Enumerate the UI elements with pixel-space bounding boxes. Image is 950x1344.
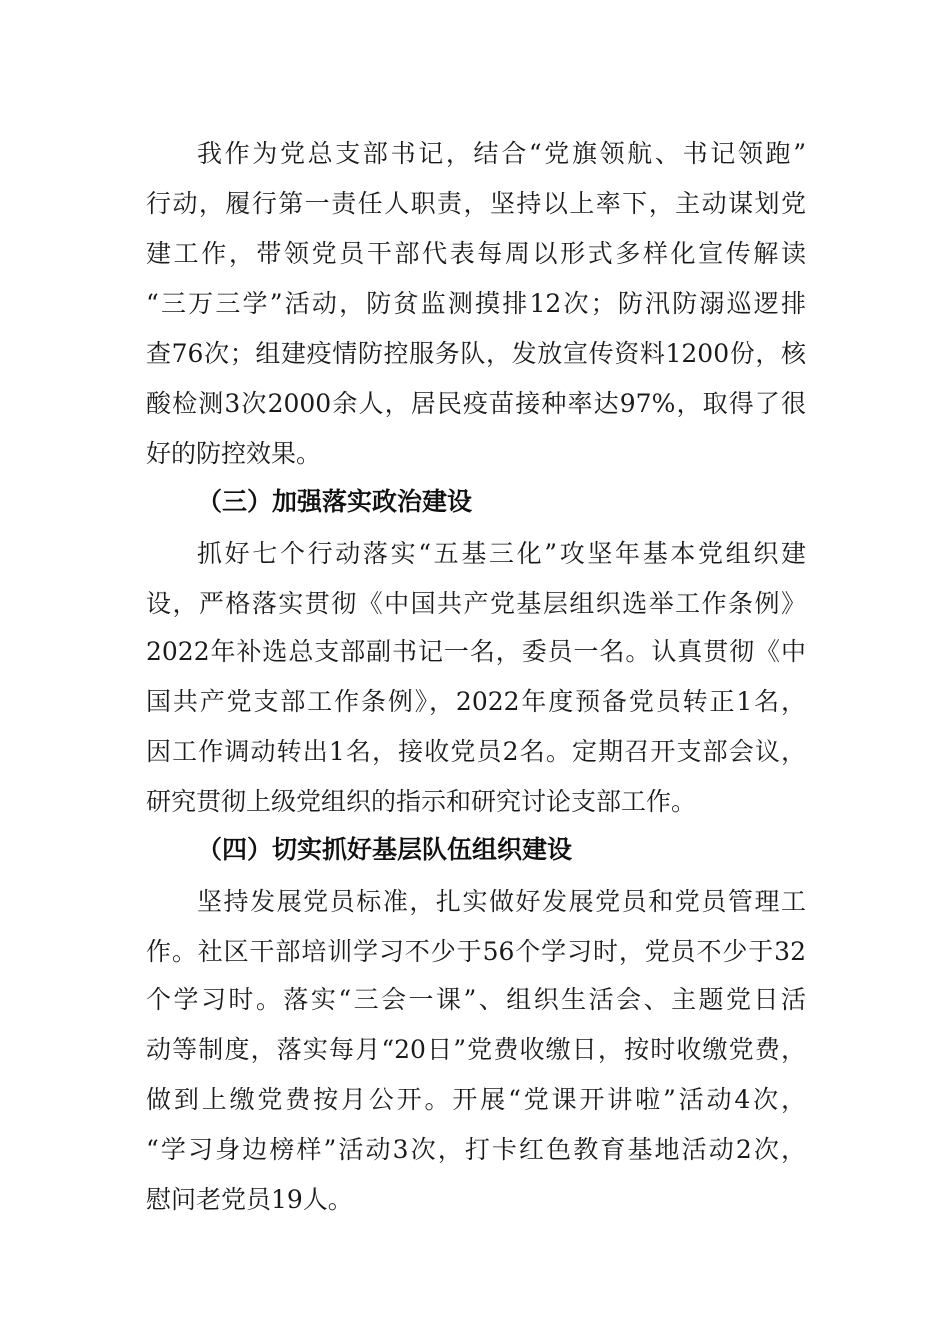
section-heading-4: （四）切实抓好基层队伍组织建设 — [197, 835, 573, 864]
text-line: 坚持发展党员标准，扎实做好发展党员和党员管理工 — [197, 887, 806, 916]
text-line: 查76次；组建疫情防控服务队，发放宣传资料1200份，核 — [146, 339, 806, 368]
text-line: 好的防控效果。 — [146, 439, 322, 468]
text-line: 2022年补选总支部副书记一名，委员一名。认真贯彻《中 — [146, 637, 806, 666]
text-line: 国共产党支部工作条例》，2022年度预备党员转正1名， — [146, 687, 806, 716]
text-line: 行动，履行第一责任人职责，坚持以上率下，主动谋划党 — [146, 189, 806, 218]
text-line: 研究贯彻上级党组织的指示和研究讨论支部工作。 — [146, 787, 697, 816]
text-line: 因工作调动转出1名，接收党员2名。定期召开支部会议， — [146, 737, 806, 766]
text-line: 慰问老党员19人。 — [146, 1185, 353, 1214]
text-line: 个学习时。落实“三会一课”、组织生活会、主题党日活 — [146, 985, 806, 1014]
section-heading-3: （三）加强落实政治建设 — [197, 487, 473, 516]
text-line: 我作为党总支部书记，结合“党旗领航、书记领跑” — [197, 139, 806, 168]
text-line: 作。社区干部培训学习不少于56个学习时，党员不少于32 — [146, 937, 806, 966]
text-line: “学习身边榜样”活动3次，打卡红色教育基地活动2次， — [146, 1135, 806, 1164]
text-line: 抓好七个行动落实“五基三化”攻坚年基本党组织建 — [197, 539, 806, 568]
text-line: 设，严格落实贯彻《中国共产党基层组织选举工作条例》 — [146, 589, 806, 618]
text-line: 做到上缴党费按月公开。开展“党课开讲啦”活动4次， — [146, 1085, 806, 1114]
text-line: 动等制度，落实每月“20日”党费收缴日，按时收缴党费， — [146, 1035, 806, 1064]
text-line: 建工作，带领党员干部代表每周以形式多样化宣传解读 — [146, 239, 806, 268]
text-line: 酸检测3次2000余人，居民疫苗接种率达97%，取得了很 — [146, 389, 806, 418]
text-line: “三万三学”活动，防贫监测摸排12次；防汛防溺巡逻排 — [146, 289, 806, 318]
